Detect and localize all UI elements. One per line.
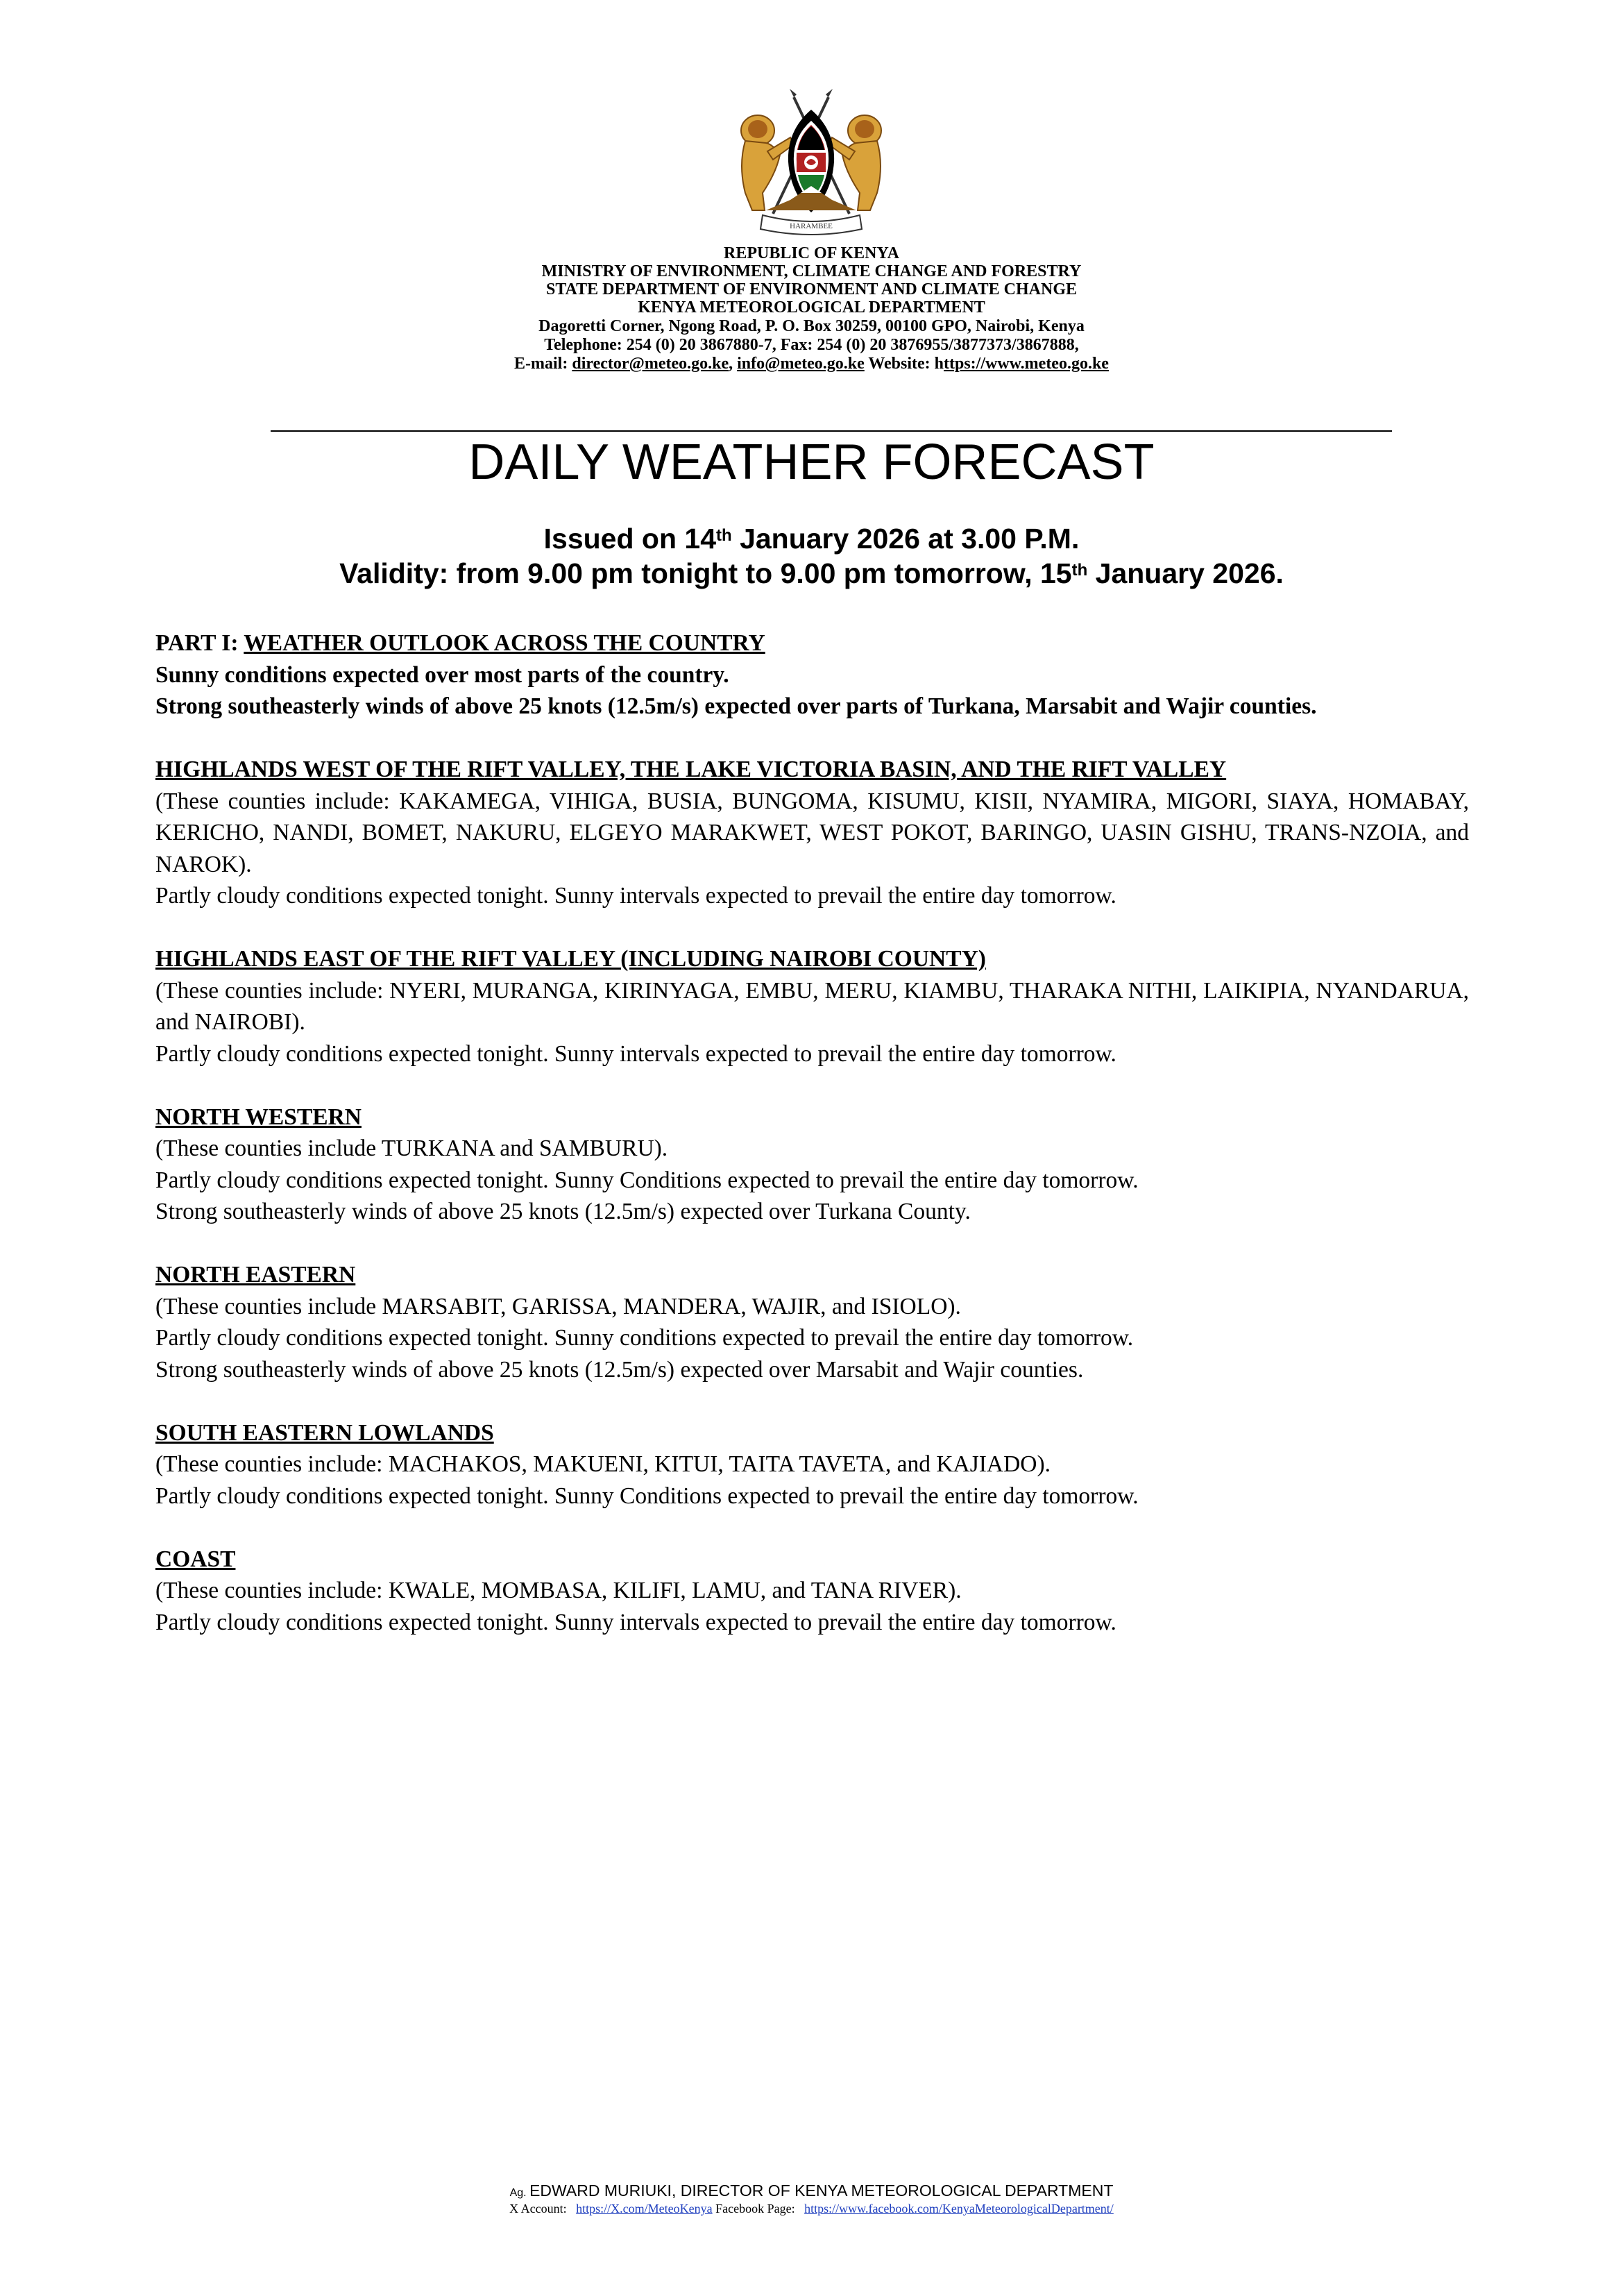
footer-fb-label: Facebook Page: — [712, 2202, 805, 2215]
part1-label: PART I: — [155, 630, 244, 656]
section-title: NORTH WESTERN — [155, 1104, 362, 1130]
section-counties: (These counties include: MACHAKOS, MAKUENI, KITUI, TAITA TAVETA, and KAJIADO). — [155, 1451, 1051, 1477]
section-counties: (These counties include: NYERI, MURANGA, KIRINYAGA, EMBU, MERU, KIAMBU, THARAKA NITHI, LAIKIPIA, NYANDARUA, and NAIROBI). — [155, 977, 1469, 1035]
section-title: SOUTH EASTERN LOWLANDS — [155, 1419, 494, 1446]
footer-facebook-link[interactable]: https://www.facebook.com/KenyaMeteorologicalDepartment/ — [804, 2202, 1114, 2215]
section-counties: (These counties include: KAKAMEGA, VIHIGA, BUSIA, BUNGOMA, KISUMU, KISII, NYAMIRA, MIGORI, SIAYA, HOMABAY, KERICHO, NANDI, BOMET, NAKURU, ELGEYO MARAKWET, WEST POKOT, BARINGO, UASIN GISHU, TRANS-NZOIA, and NAROK). — [155, 788, 1469, 877]
email-link-info[interactable]: info@meteo.go.ke — [737, 355, 865, 373]
validity-suffix: January 2026. — [1087, 557, 1284, 589]
footer-signatory: EDWARD MURIUKI, DIRECTOR OF KENYA METEOROLOGICAL DEPARTMENT — [529, 2181, 1114, 2200]
section-title: HIGHLANDS WEST OF THE RIFT VALLEY, THE LAKE VICTORIA BASIN, AND THE RIFT VALLEY — [155, 757, 1227, 782]
section-forecast: Partly cloudy conditions expected tonight. Sunny intervals expected to prevail the entire day tomorrow. — [155, 1040, 1116, 1067]
issued-suffix: January 2026 at 3.00 P.M. — [731, 523, 1080, 555]
section-title: COAST — [155, 1546, 236, 1572]
section-counties: (These counties include TURKANA and SAMBURU). — [155, 1136, 668, 1161]
header-department: KENYA METEOROLOGICAL DEPARTMENT — [638, 298, 985, 316]
validity-prefix: Validity: from 9.00 pm tonight to 9.00 pm tomorrow, 15 — [339, 557, 1072, 589]
footer-x-link[interactable]: https://X.com/MeteoKenya — [576, 2202, 713, 2215]
header-divider — [271, 430, 1392, 432]
email-label: E-mail: — [514, 355, 572, 373]
footer-social-line — [0, 2201, 1623, 2216]
issued-sup: th — [716, 526, 732, 545]
part1-title: WEATHER OUTLOOK ACROSS THE COUNTRY — [244, 630, 765, 656]
footer-signatory-line — [0, 2181, 1623, 2202]
section-title: HIGHLANDS EAST OF THE RIFT VALLEY (INCLUDING NAIROBI COUNTY) — [155, 946, 986, 972]
section-wind-warning: Strong southeasterly winds of above 25 knots (12.5m/s) expected over Turkana County. — [155, 1199, 971, 1224]
issued-prefix: Issued on 14 — [543, 523, 717, 555]
section-forecast: Partly cloudy conditions expected tonight. Sunny Conditions expected to prevail the entire day tomorrow. — [155, 1167, 1139, 1193]
part1-line1: Sunny conditions expected over most parts of the country. — [155, 661, 729, 688]
part1-line2: Strong southeasterly winds of above 25 knots (12.5m/s) expected over parts of Turkana, Marsabit and Wajir counties. — [155, 693, 1317, 719]
footer-x-label: X Account: — [509, 2202, 577, 2215]
section-forecast: Partly cloudy conditions expected tonight. Sunny conditions expected to prevail the entire day tomorrow. — [155, 1325, 1134, 1351]
section-forecast: Partly cloudy conditions expected tonight. Sunny intervals expected to prevail the entire day tomorrow. — [155, 883, 1116, 909]
header-republic: REPUBLIC OF KENYA — [724, 244, 899, 262]
forecast-body — [155, 627, 1469, 1638]
section-title: NORTH EASTERN — [155, 1262, 356, 1288]
section-counties: (These counties include MARSABIT, GARISSA, MANDERA, WAJIR, and ISIOLO). — [155, 1293, 961, 1319]
section-counties: (These counties include: KWALE, MOMBASA, KILIFI, LAMU, and TANA RIVER). — [155, 1578, 962, 1603]
email-link-director[interactable]: director@meteo.go.ke — [572, 355, 729, 373]
part1-heading — [155, 627, 1469, 659]
validity-line — [0, 557, 1623, 590]
svg-text:HARAMBEE: HARAMBEE — [790, 222, 833, 230]
header-telephone: Telephone: 254 (0) 20 3867880-7, Fax: 254 (0) 20 3876955/3877373/3867888, — [544, 336, 1079, 354]
header-contact-line — [0, 355, 1623, 373]
validity-sup: th — [1071, 561, 1088, 580]
header-ministry: MINISTRY OF ENVIRONMENT, CLIMATE CHANGE AND FORESTRY — [541, 262, 1082, 280]
footer-ag: Ag. — [509, 2187, 530, 2199]
page-title: DAILY WEATHER FORECAST — [468, 434, 1155, 490]
kenya-coat-of-arms-icon — [724, 89, 898, 240]
website-link[interactable]: ttps://www.meteo.go.ke — [944, 355, 1109, 373]
section-wind-warning: Strong southeasterly winds of above 25 knots (12.5m/s) expected over Marsabit and Wajir counties. — [155, 1356, 1084, 1383]
issued-line — [0, 522, 1623, 555]
section-forecast: Partly cloudy conditions expected tonight. Sunny Conditions expected to prevail the entire day tomorrow. — [155, 1483, 1139, 1509]
email-separator: , — [729, 355, 738, 373]
website-label: Website: h — [864, 355, 944, 373]
header-address: Dagoretti Corner, Ngong Road, P. O. Box 30259, 00100 GPO, Nairobi, Kenya — [538, 317, 1085, 335]
header-state-department: STATE DEPARTMENT OF ENVIRONMENT AND CLIMATE CHANGE — [545, 280, 1077, 298]
section-forecast: Partly cloudy conditions expected tonight. Sunny intervals expected to prevail the entire day tomorrow. — [155, 1609, 1116, 1635]
